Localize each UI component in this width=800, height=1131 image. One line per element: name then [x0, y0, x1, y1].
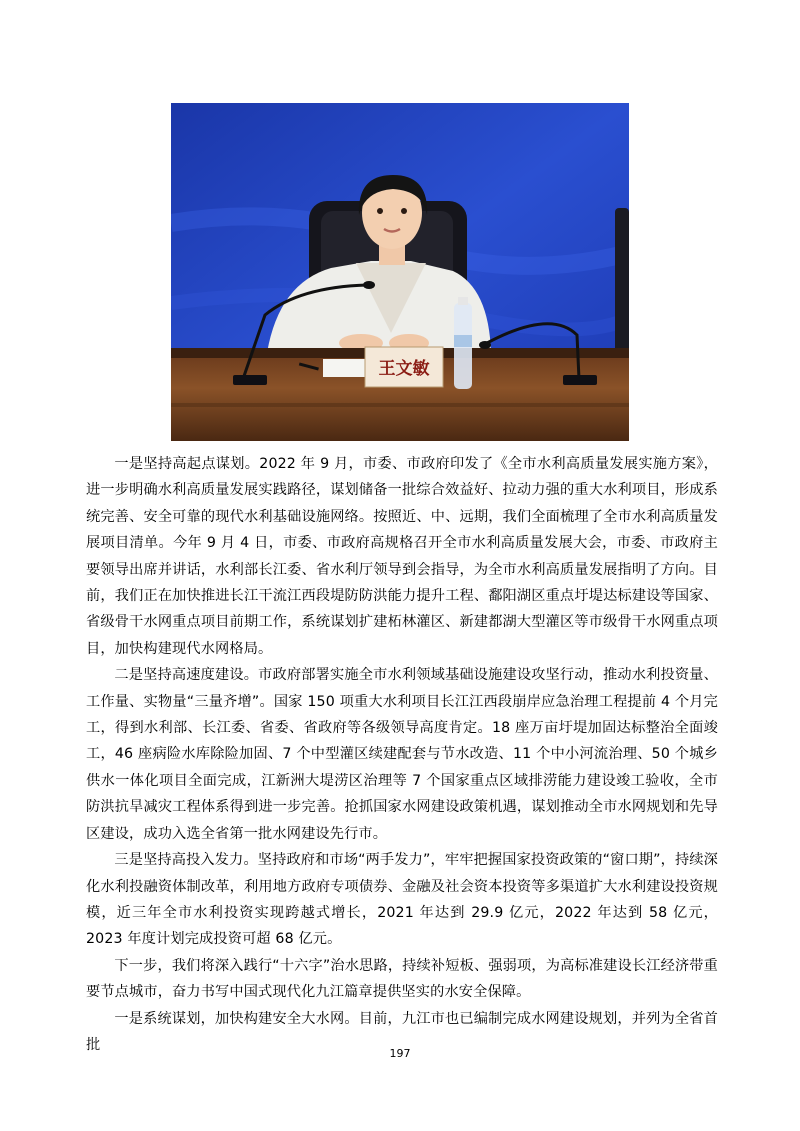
speaker-photo: [171, 103, 629, 441]
paragraph-high-investment: 三是坚持高投入发力。坚持政府和市场“两手发力”，牢牢把握国家投资政策的“窗口期”，持续深化水利投融资体制改革，利用地方政府专项债券、金融及社会资本投资等多渠道扩大水利建设投资规模，近三年全市水利投资实现跨越式增长，2021 年达到 29.9 亿元，2022 年达到 58 亿元，2023 年度计划完成投资可超 68 亿元。: [86, 852, 718, 948]
article-body: [86, 451, 718, 1058]
paragraph-high-starting-point: 一是坚持高起点谋划。2022 年 9 月，市委、市政府印发了《全市水利高质量发展实施方案》，进一步明确水利高质量发展实践路径，谋划储备一批综合效益好、拉动力强的重大水利项目，形成系统完善、安全可靠的现代水利基础设施网络。按照近、中、远期，我们全面梳理了全市水利高质量发展项目清单。今年 9 月 4 日，市委、市政府高规格召开全市水利高质量发展大会，市委、市政府主要领导出席并讲话，水利部长江委、省水利厅领导到会指导，为全市水利高质量发展指明了方向。目前，我们正在加快推进长江干流江西段堤防防洪能力提升工程、鄱阳湖区重点圩堤达标建设等国家、省级骨干水网重点项目前期工作，系统谋划扩建柘林灌区、新建都湖大型灌区等市级骨干水网重点项目，加快构建现代水网格局。: [86, 456, 718, 657]
paragraph-systematic-planning: 一是系统谋划，加快构建安全大水网。目前，九江市也已编制完成水网建设规划，并列为全省首批: [86, 1010, 718, 1053]
paragraph-next-steps: 下一步，我们将深入践行“十六字”治水思路，持续补短板、强弱项，为高标准建设长江经济带重要节点城市，奋力书写中国式现代化九江篇章提供坚实的水安全保障。: [86, 957, 718, 1001]
paragraph-high-speed-construction: 二是坚持高速度建设。市政府部署实施全市水利领域基础设施建设攻坚行动，推动水利投资量、工作量、实物量“三量齐增”。国家 150 项重大水利项目长江江西段崩岸应急治理工程提前 4 个月完工，得到水利部、长江委、省委、省政府等各级领导高度肯定。18 座万亩圩堤加固达标整治全面竣工，46 座病险水库除险加固、7 个中型灌区续建配套与节水改造、11 个中小河流治理、50 个城乡供水一体化项目全面完成，江新洲大堤涝区治理等 7 个国家重点区域排涝能力建设竣工验收，全市防洪抗旱减灾工程体系得到进一步完善。抢抓国家水网建设政策机遇，谋划推动全市水网规划和先导区建设，成功入选全省第一批水网建设先行市。: [86, 667, 718, 842]
press-conference-illustration: [171, 103, 629, 441]
nameplate-text: 王文敏: [378, 359, 430, 379]
page-number: 197: [389, 1047, 411, 1060]
